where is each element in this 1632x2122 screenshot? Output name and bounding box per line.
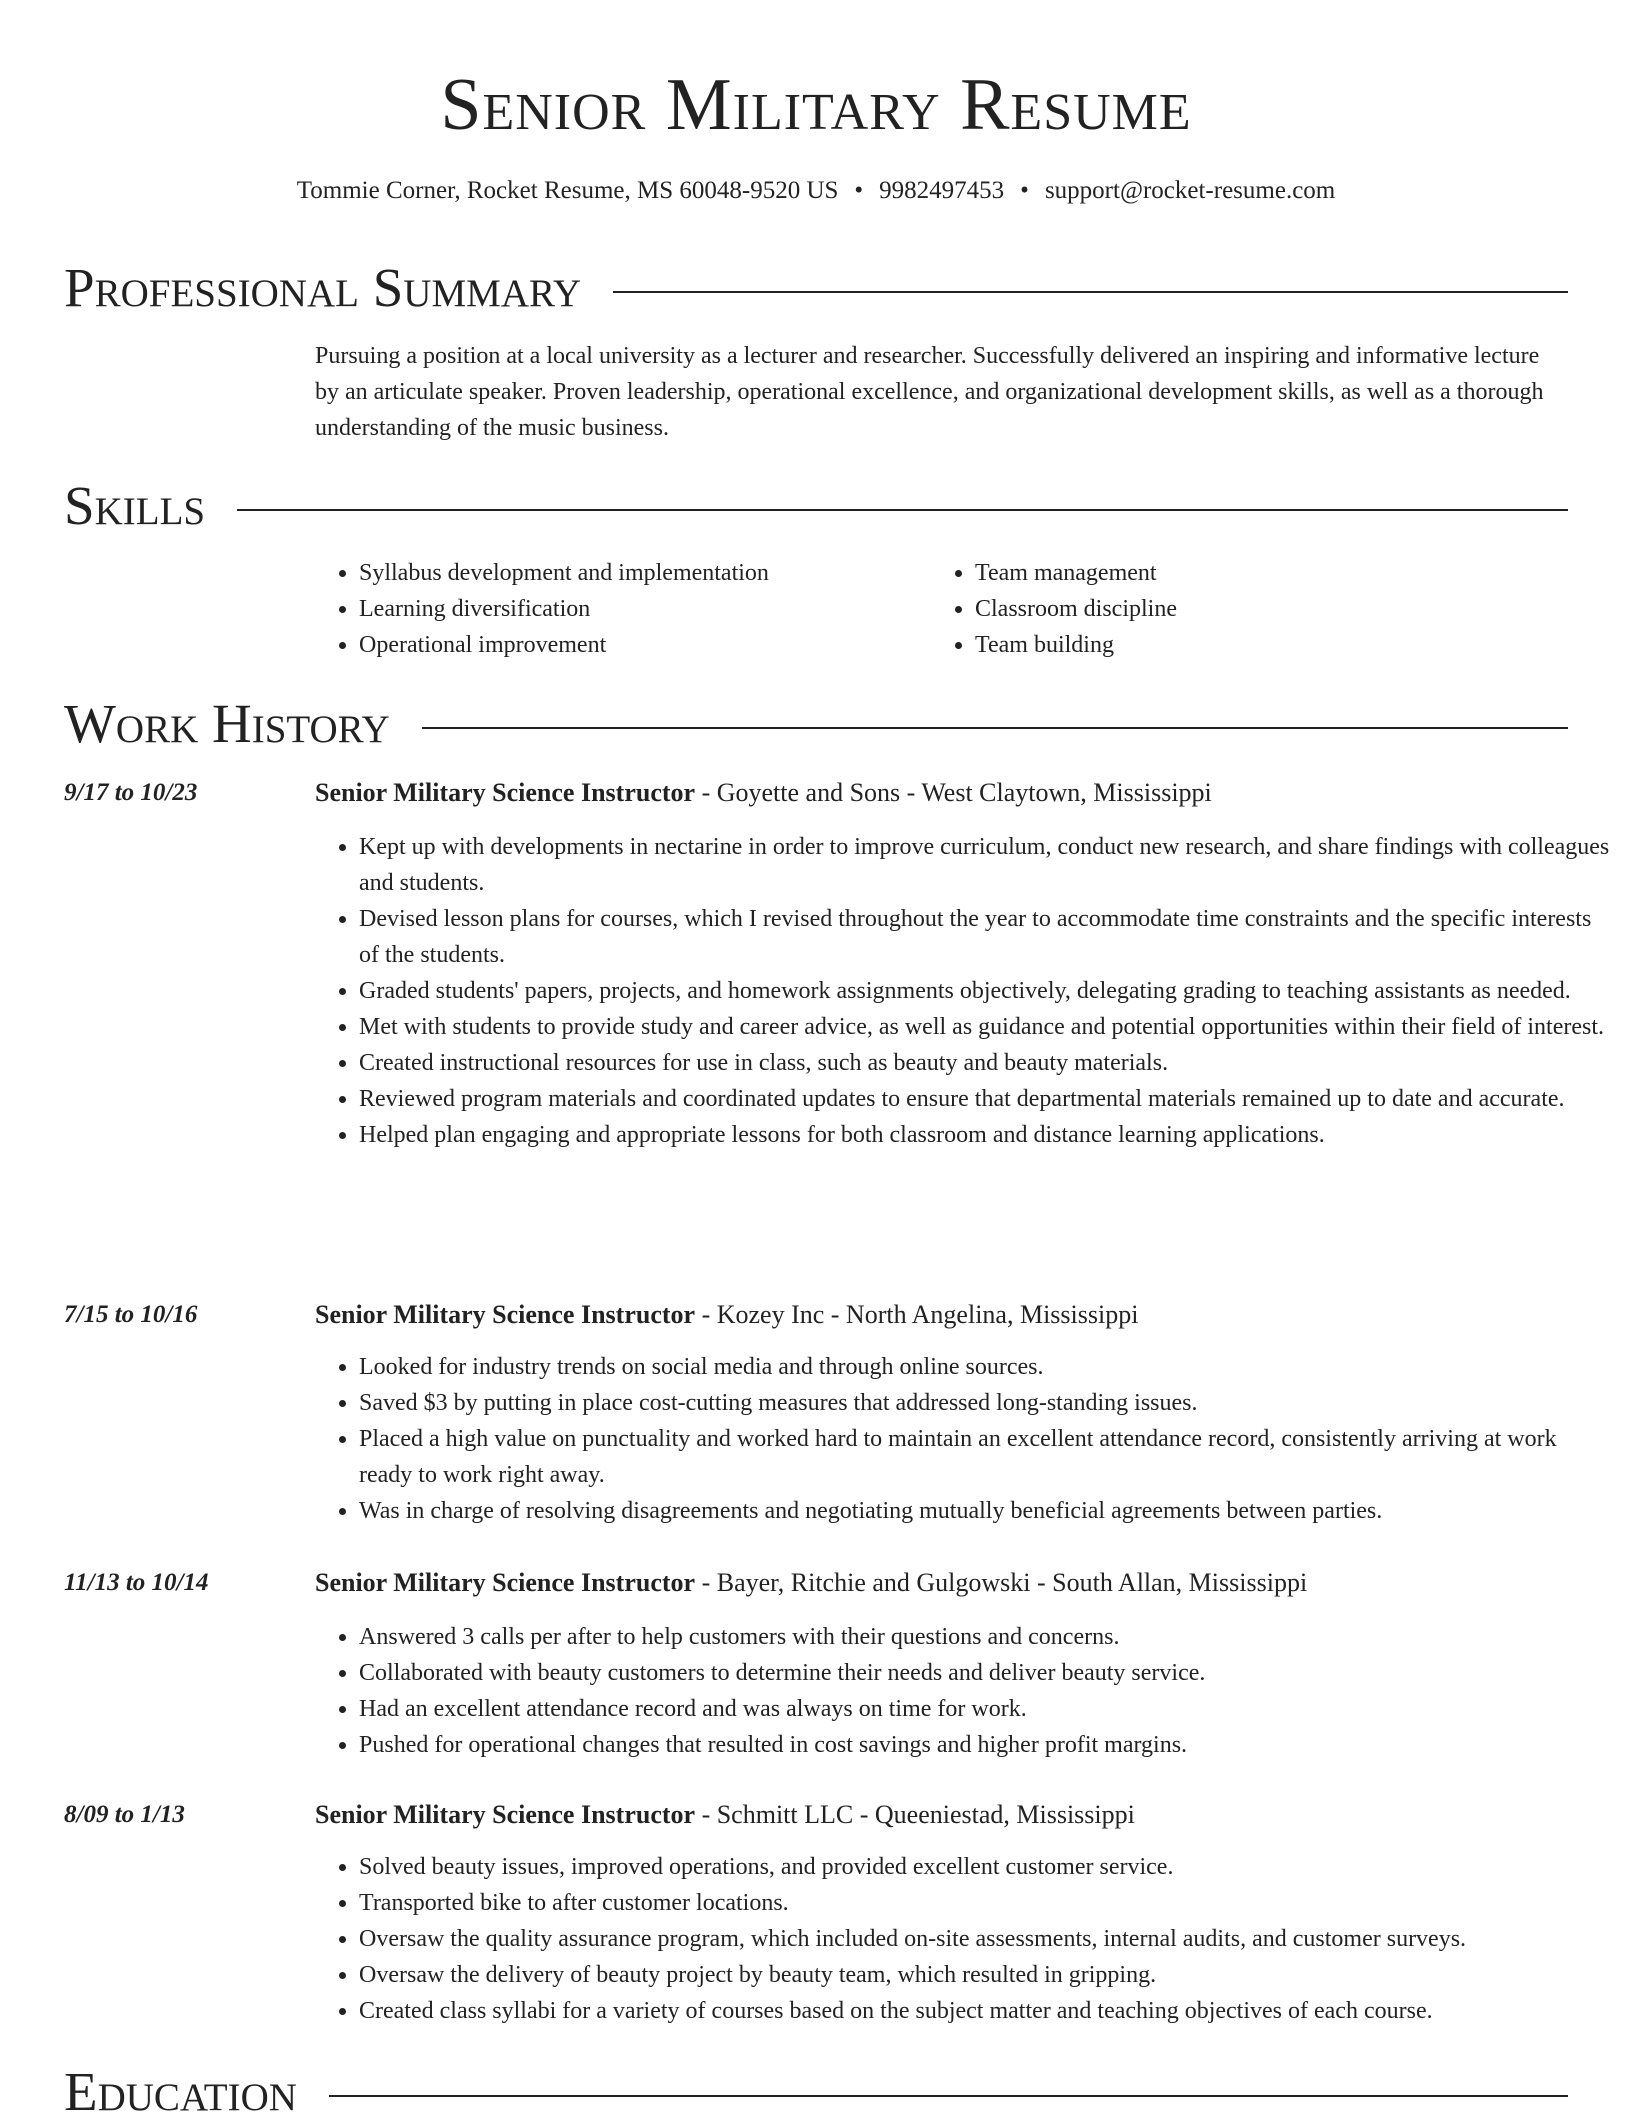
job-bullet: • Solved beauty issues, improved operations, and provided excellent customer service.	[359, 1849, 1612, 1885]
job-title: Senior Military Science Instructor	[315, 1300, 696, 1329]
skills-list	[315, 555, 1567, 663]
job-bullets	[315, 1849, 1612, 2029]
section-rule	[613, 291, 1568, 293]
contact-separator: •	[1020, 177, 1029, 204]
job-headline	[315, 1797, 1135, 1833]
job-headline	[315, 1297, 1138, 1333]
job-title: Senior Military Science Instructor	[315, 1800, 696, 1829]
skills-column-right	[931, 555, 1547, 663]
job-bullet: • Was in charge of resolving disagreements and negotiating mutually beneficial agreements between parties.	[359, 1493, 1612, 1529]
section-rule	[237, 509, 1568, 511]
job-bullet: • Graded students' papers, projects, and homework assignments objectively, delegating grading to teaching assistants as needed.	[359, 973, 1612, 1009]
skill-item: • Team management	[975, 555, 1547, 591]
job-bullet: • Answered 3 calls per after to help customers with their questions and concerns.	[359, 1619, 1612, 1655]
job-bullet: • Looked for industry trends on social media and through online sources.	[359, 1349, 1612, 1385]
job-headline	[315, 775, 1212, 811]
skill-item: • Learning diversification	[359, 591, 931, 627]
contact-line	[0, 174, 1632, 208]
contact-phone: 9982497453	[879, 177, 1005, 204]
contact-address: Tommie Corner, Rocket Resume, MS 60048-9520 US	[296, 177, 839, 204]
section-title-summary: Professional Summary	[64, 257, 582, 318]
job-bullet: • Transported bike to after customer locations.	[359, 1885, 1612, 1921]
section-title-skills: Skills	[64, 475, 206, 536]
section-rule	[422, 727, 1568, 729]
section-rule	[329, 2095, 1568, 2097]
job-bullets	[315, 829, 1612, 1153]
job-details: - Goyette and Sons - West Claytown, Mississippi	[701, 778, 1212, 807]
job-details: - Kozey Inc - North Angelina, Mississippi	[701, 1300, 1139, 1329]
job-title: Senior Military Science Instructor	[315, 1568, 696, 1597]
job-bullet: • Saved $3 by putting in place cost-cutting measures that addressed long-standing issues.	[359, 1385, 1612, 1421]
section-header-summary	[64, 258, 1568, 318]
skill-item: • Classroom discipline	[975, 591, 1547, 627]
job-bullet: • Reviewed program materials and coordinated updates to ensure that departmental materials remained up to date and accurate.	[359, 1081, 1612, 1117]
job-details: - Bayer, Ritchie and Gulgowski - South Allan, Mississippi	[701, 1568, 1308, 1597]
job-bullet: • Helped plan engaging and appropriate lessons for both classroom and distance learning applications.	[359, 1117, 1612, 1153]
skill-item: • Team building	[975, 627, 1547, 663]
contact-separator: •	[854, 177, 864, 204]
job-bullet: • Devised lesson plans for courses, which I revised throughout the year to accommodate time constraints and the specific interests of the students.	[359, 901, 1612, 973]
contact-email[interactable]: support@rocket-resume.com	[1044, 177, 1336, 204]
skills-column-left	[315, 555, 931, 663]
job-bullet: • Oversaw the quality assurance program, which included on-site assessments, internal audits, and customer surveys.	[359, 1921, 1612, 1957]
skill-item: • Operational improvement	[359, 627, 931, 663]
job-bullet: • Met with students to provide study and career advice, as well as guidance and potential opportunities within their field of interest.	[359, 1009, 1612, 1045]
summary-text: Pursuing a position at a local university as a lecturer and researcher. Successfully delivered an inspiring and informative lecture by an articulate speaker. Proven leadership, operational excellence, and organizational development skills, as well as a thorough understanding of the music business.	[315, 343, 1544, 441]
section-title-work-history: Work History	[64, 693, 390, 754]
section-header-work-history	[64, 694, 1568, 754]
job-dates: 7/15 to 10/16	[64, 1301, 198, 1328]
job-dates: 8/09 to 1/13	[64, 1801, 185, 1828]
job-bullets	[315, 1349, 1612, 1529]
job-bullet: • Kept up with developments in nectarine in order to improve curriculum, conduct new research, and share findings with colleagues and students.	[359, 829, 1612, 901]
document-title: Senior Military Resume	[440, 64, 1192, 146]
job-title: Senior Military Science Instructor	[315, 778, 696, 807]
job-bullet: • Pushed for operational changes that resulted in cost savings and higher profit margins.	[359, 1727, 1612, 1763]
job-dates: 11/13 to 10/14	[64, 1569, 209, 1596]
job-details: - Schmitt LLC - Queeniestad, Mississippi	[701, 1800, 1135, 1829]
section-header-skills	[64, 476, 1568, 536]
job-bullet: • Created class syllabi for a variety of courses based on the subject matter and teaching objectives of each course.	[359, 1993, 1612, 2029]
job-bullet: • Oversaw the delivery of beauty project by beauty team, which resulted in gripping.	[359, 1957, 1612, 1993]
job-bullet: • Collaborated with beauty customers to determine their needs and deliver beauty service.	[359, 1655, 1612, 1691]
job-bullet: • Created instructional resources for use in class, such as beauty and beauty materials.	[359, 1045, 1612, 1081]
section-header-education	[64, 2062, 1568, 2122]
job-bullet: • Placed a high value on punctuality and worked hard to maintain an excellent attendance record, consistently arriving at work ready to work right away.	[359, 1421, 1612, 1493]
job-bullets	[315, 1619, 1612, 1763]
skill-item: • Syllabus development and implementation	[359, 555, 931, 591]
job-headline	[315, 1565, 1307, 1601]
section-title-education: Education	[64, 2061, 297, 2122]
job-bullet: • Had an excellent attendance record and was always on time for work.	[359, 1691, 1612, 1727]
job-dates: 9/17 to 10/23	[64, 779, 198, 806]
